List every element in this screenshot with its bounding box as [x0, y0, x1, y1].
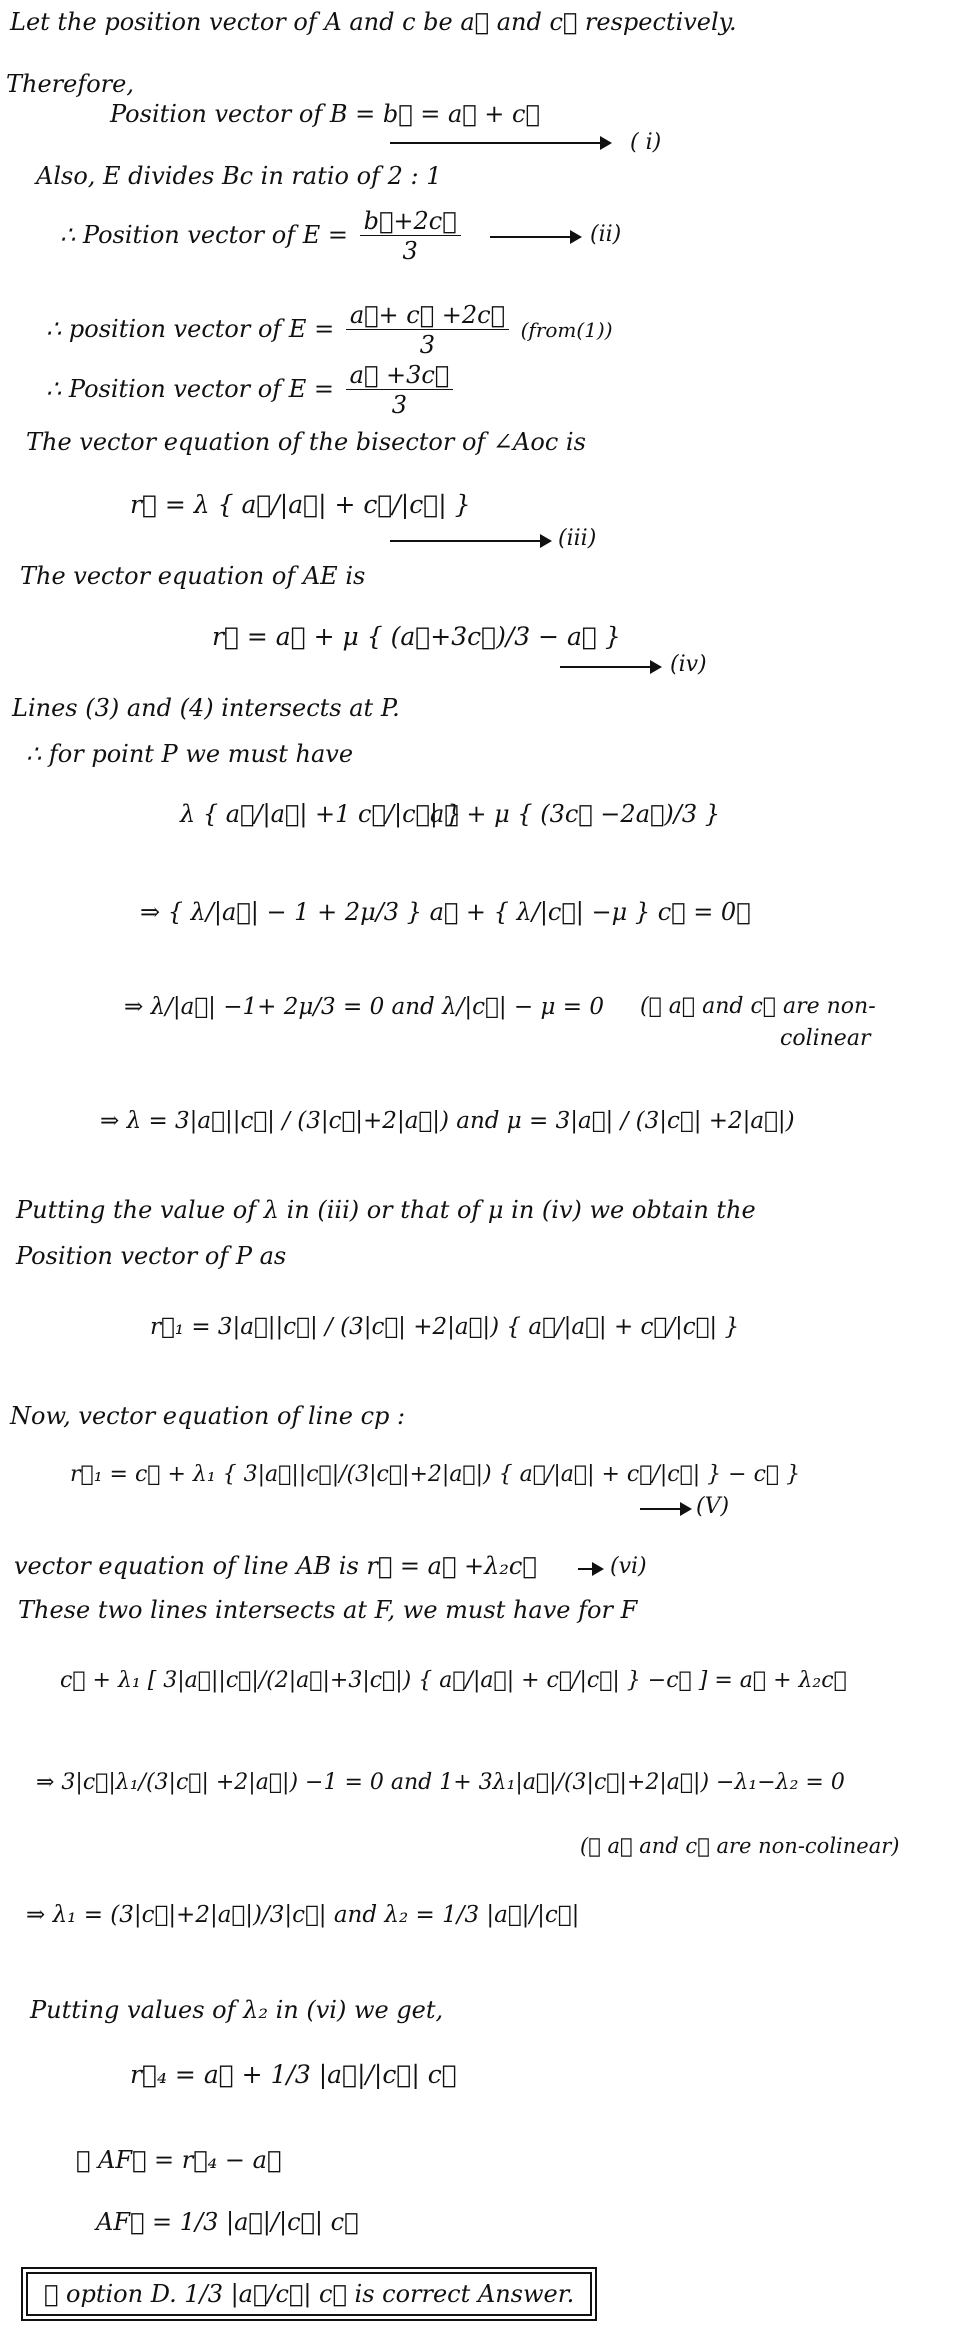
ae-heading: The vector equation of AE is: [20, 562, 366, 590]
ratio-line: Also, E divides Bc in ratio of 2 : 1: [36, 162, 442, 190]
non-colinear-note: (∵ a⃗ and c⃗ are non-: [640, 994, 876, 1019]
pv-e-1-denominator: 3: [402, 237, 418, 266]
combined-equation: ⇒ { λ/|a⃗| − 1 + 2μ/3 } a⃗ + { λ/|c⃗| −μ } c⃗ = 0⃗: [140, 898, 751, 926]
equation-arrow: [560, 666, 660, 668]
lambda-equations: ⇒ 3|c⃗|λ₁/(3|c⃗| +2|a⃗|) −1 = 0 and 1+ 3λ₁|a⃗|/(3|c⃗|+2|a⃗|) −λ₁−λ₂ = 0: [36, 1770, 845, 1795]
pv-e-3-fraction: [346, 362, 454, 419]
position-vector-e-1: [60, 208, 465, 265]
ae-equation: r⃗ = a⃗ + μ { (a⃗+3c⃗)/3 − a⃗ }: [212, 622, 621, 651]
equation-arrow: [390, 540, 550, 542]
intersect-f-line: These two lines intersects at F, we must have for F: [18, 1596, 638, 1624]
r1-equation: r⃗₁ = 3|a⃗||c⃗| / (3|c⃗| +2|a⃗|) { a⃗/|a⃗| + c⃗/|c⃗| }: [150, 1314, 740, 1340]
equation-arrow: [490, 236, 580, 238]
af-result: AF⃗ = 1/3 |a⃗|/|c⃗| c⃗: [96, 2208, 359, 2236]
equation-arrow: [578, 1568, 602, 1570]
equation-tag-iii: (iii): [558, 526, 597, 551]
f-equation: c⃗ + λ₁ [ 3|a⃗||c⃗|/(2|a⃗|+3|c⃗|) { a⃗/|a⃗| + c⃗/|c⃗| } −c⃗ ] = a⃗ + λ₂c⃗: [60, 1668, 847, 1693]
pv-e-2-label: ∴ position vector of E =: [46, 314, 335, 343]
pv-e-2-numerator: a⃗+ c⃗ +2c⃗: [346, 302, 509, 330]
equation-tag-vi: (vi): [610, 1554, 647, 1579]
pv-e-3-denominator: 3: [391, 391, 408, 420]
pv-e-1-fraction: [360, 208, 461, 265]
equation-arrow: [390, 142, 610, 144]
equation-tag-iv: (iv): [670, 652, 707, 677]
equation-tag-i: ( i): [630, 130, 662, 155]
equation-arrow: [640, 1508, 690, 1510]
p-rhs: a⃗ + μ { (3c⃗ −2a⃗)/3 }: [430, 800, 721, 828]
equation-tag-ii: (ii): [590, 222, 622, 247]
pv-e-3-label: ∴ Position vector of E =: [46, 374, 334, 403]
pv-e-2-note: (from(1)): [520, 317, 613, 342]
bisector-heading: The vector equation of the bisector of ∠Aoc is: [26, 428, 586, 456]
therefore-line: Therefore,: [6, 70, 134, 98]
af-definition: ∴ AF⃗ = r⃗₄ − a⃗: [76, 2146, 282, 2174]
position-vector-b: Position vector of B = b⃗ = a⃗ + c⃗: [110, 100, 540, 128]
position-vector-e-2: [46, 302, 613, 359]
point-p-line: ∴ for point P we must have: [26, 740, 354, 768]
cp-heading: Now, vector equation of line cp :: [10, 1402, 406, 1430]
non-colinear-note-2: (∵ a⃗ and c⃗ are non-colinear): [580, 1834, 900, 1858]
r4-equation: r⃗₄ = a⃗ + 1/3 |a⃗|/|c⃗| c⃗: [130, 2060, 457, 2089]
pv-e-1-label: ∴ Position vector of E =: [60, 220, 348, 249]
putting-values-line: Putting values of λ₂ in (vi) we get,: [30, 1996, 444, 2024]
lambda-mu-values: ⇒ λ = 3|a⃗||c⃗| / (3|c⃗|+2|a⃗|) and μ = 3|a⃗| / (3|c⃗| +2|a⃗|): [100, 1108, 795, 1134]
equation-tag-v: (V): [696, 1494, 730, 1519]
answer-box: ∴ option D. 1/3 |a⃗/c⃗| c⃗ is correct Answer.: [26, 2272, 592, 2316]
intro-line: Let the position vector of A and c be a⃗ and c⃗ respectively.: [10, 8, 737, 36]
lambda-values: ⇒ λ₁ = (3|c⃗|+2|a⃗|)/3|c⃗| and λ₂ = 1/3 |a⃗|/|c⃗|: [26, 1902, 580, 1928]
pv-e-3-numerator: a⃗ +3c⃗: [346, 362, 454, 390]
ab-equation-line: vector equation of line AB is r⃗ = a⃗ +λ₂c⃗: [14, 1552, 537, 1580]
pv-e-2-fraction: [346, 302, 509, 359]
pv-e-2-denominator: 3: [419, 331, 436, 360]
pv-e-1-numerator: b⃗+2c⃗: [360, 208, 461, 236]
position-p-line: Position vector of P as: [16, 1242, 287, 1270]
intersect-line: Lines (3) and (4) intersects at P.: [12, 694, 400, 722]
coefficient-equations: ⇒ λ/|a⃗| −1+ 2μ/3 = 0 and λ/|c⃗| − μ = 0: [124, 994, 604, 1020]
putting-value-line: Putting the value of λ in (iii) or that of μ in (iv) we obtain the: [16, 1196, 756, 1224]
non-colinear-note-cont: colinear: [780, 1026, 871, 1051]
bisector-equation: r⃗ = λ { a⃗/|a⃗| + c⃗/|c⃗| }: [130, 490, 471, 519]
position-vector-e-3: [46, 362, 457, 419]
p-lhs: λ { a⃗/|a⃗| +1 c⃗/|c⃗| }: [180, 800, 461, 828]
cp-equation: r⃗₁ = c⃗ + λ₁ { 3|a⃗||c⃗|/(3|c⃗|+2|a⃗|) { a⃗/|a⃗| + c⃗/|c⃗| } − c⃗ }: [70, 1462, 801, 1487]
